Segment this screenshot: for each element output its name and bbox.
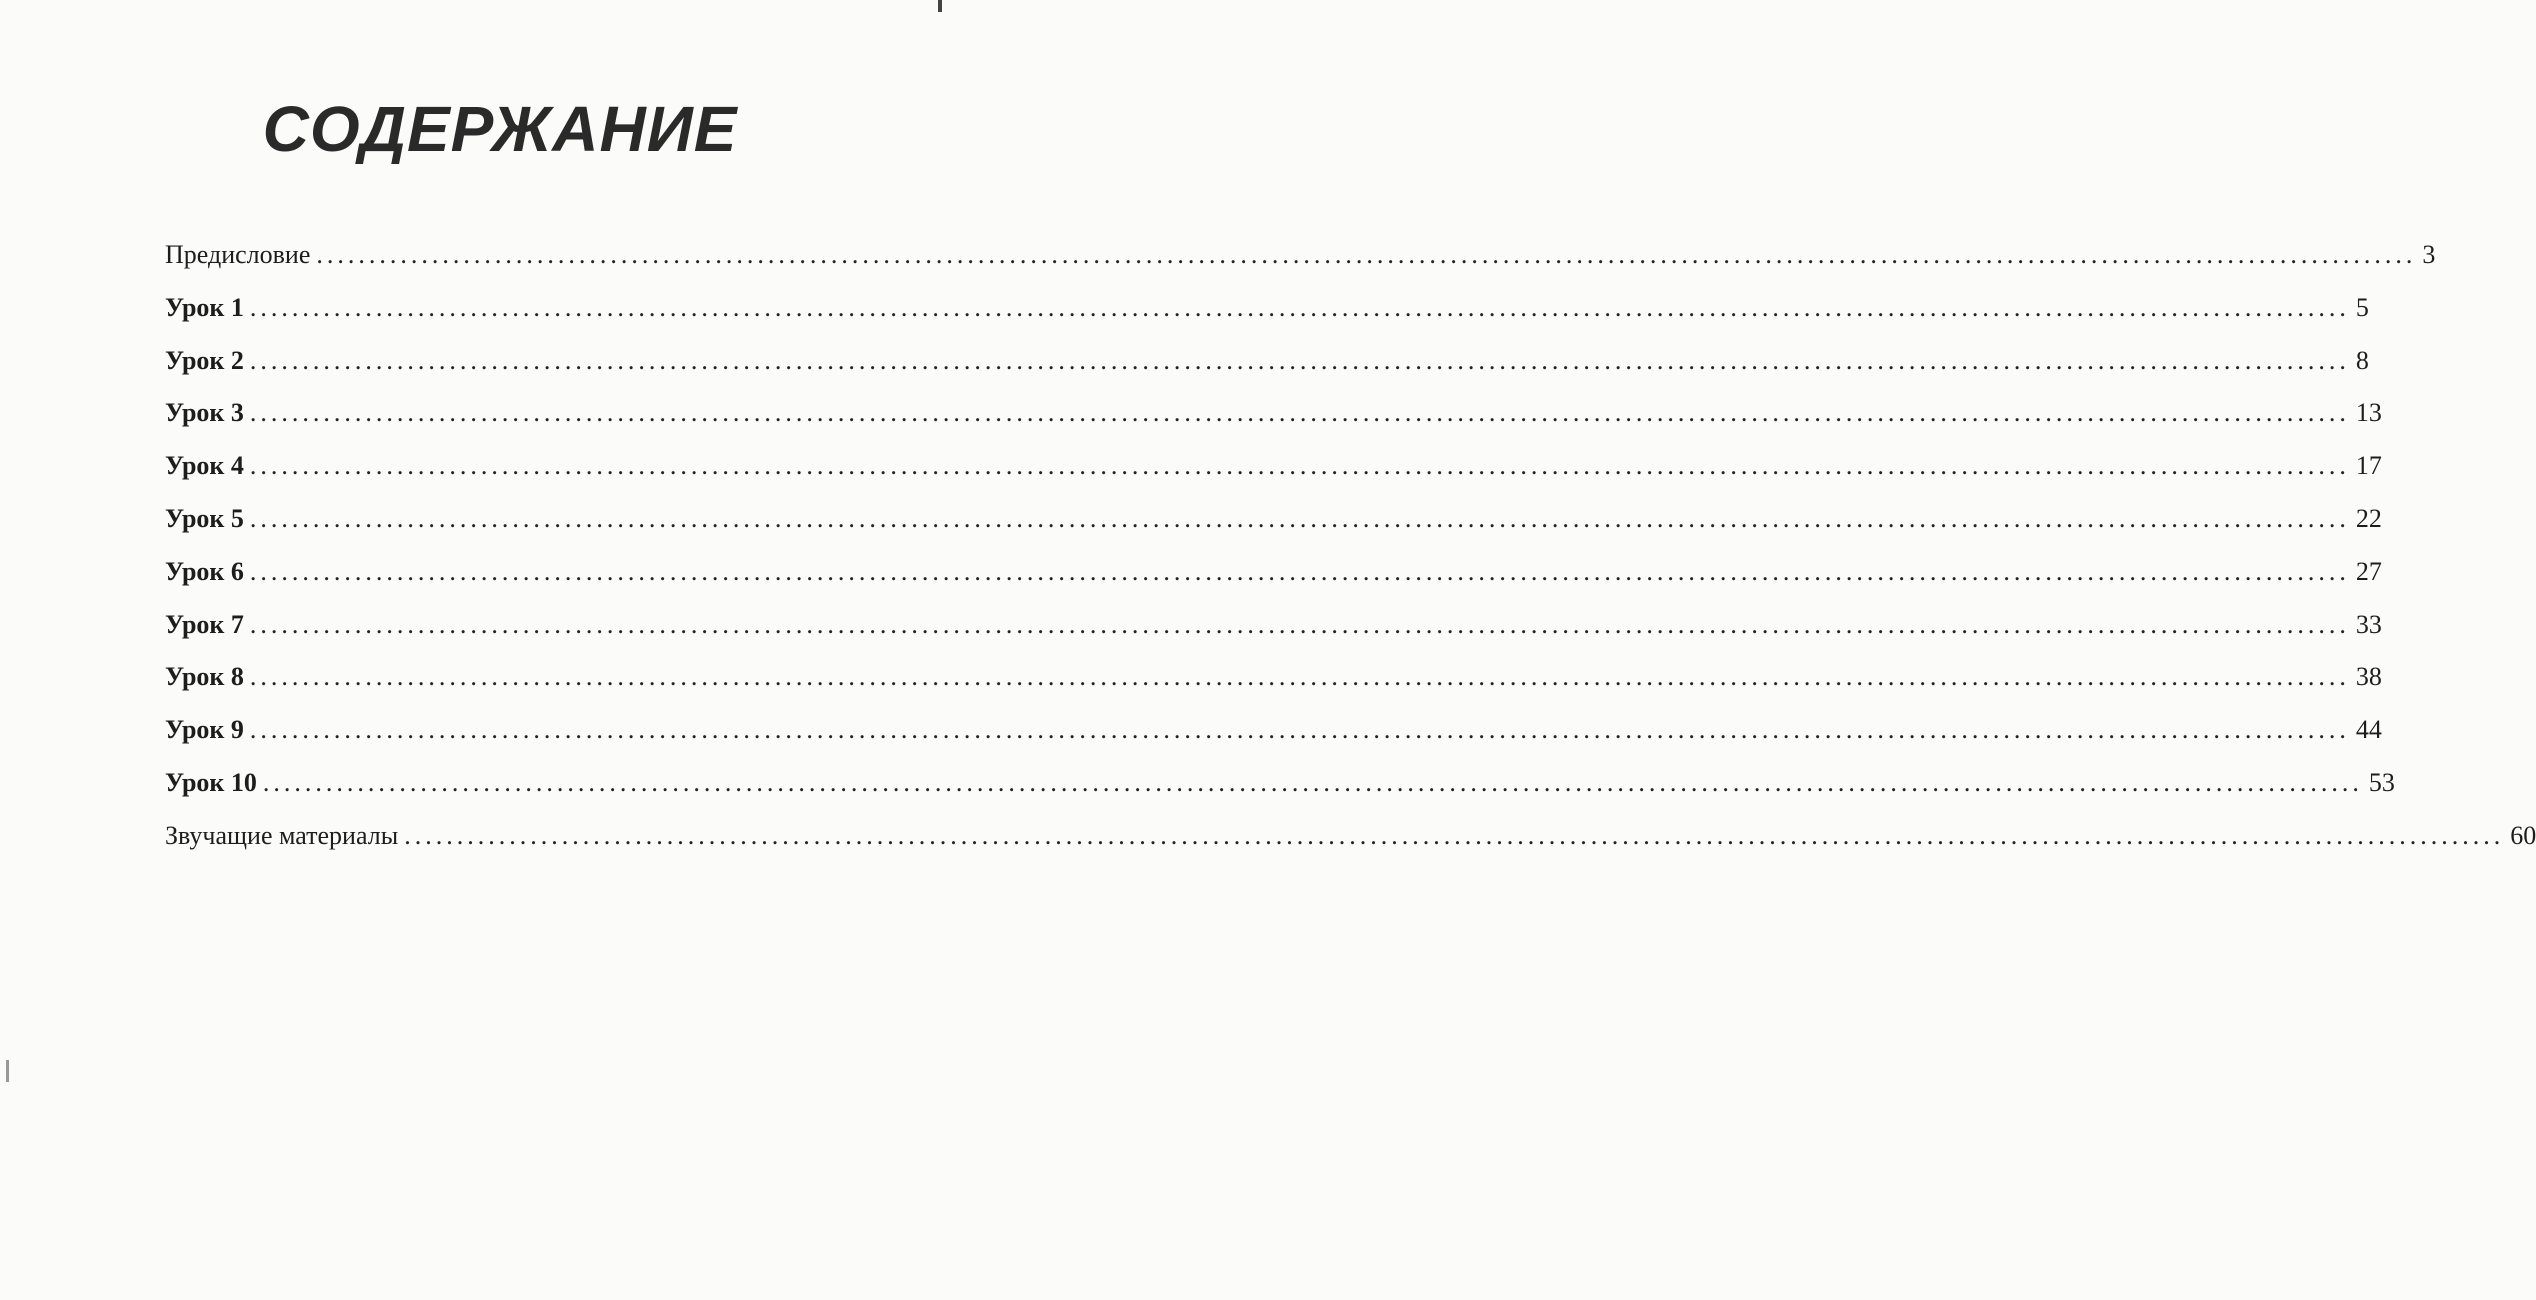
toc-entry — [165, 609, 2382, 654]
toc-entry-page-number: 13 — [2355, 398, 2382, 428]
dot-leader: ........................................................................................................................................................................................................ — [316, 240, 2417, 269]
dot-leader: ........................................................................................................................................................................................................ — [249, 398, 2350, 428]
dot-leader: ........................................................................................................................................................................................................ — [249, 556, 2350, 586]
toc-entry-label: Урок 1 — [165, 292, 244, 322]
dot-leader: ........................................................................................................................................................................................................ — [249, 662, 2350, 692]
edge-mark — [6, 1060, 9, 1082]
toc-entry — [165, 768, 2395, 812]
toc-entry-page-number: 5 — [2355, 292, 2369, 322]
toc-entry-page-number: 44 — [2355, 715, 2382, 745]
toc-entry-label: Урок 8 — [165, 662, 244, 692]
toc-entry — [165, 398, 2382, 442]
dot-leader: ........................................................................................................................................................................................................ — [249, 345, 2350, 375]
toc-entry — [165, 820, 2536, 865]
toc-entry-page-number: 38 — [2355, 662, 2382, 692]
toc-entry-label: Урок 7 — [165, 609, 244, 639]
toc-entry-page-number: 17 — [2355, 451, 2382, 481]
dot-leader: ........................................................................................................................................................................................................ — [404, 820, 2505, 850]
page-title: СОДЕРЖАНИЕ — [262, 93, 738, 165]
toc-entry-page-number: 3 — [2422, 240, 2436, 269]
dot-leader: ........................................................................................................................................................................................................ — [249, 504, 2350, 533]
toc-entry — [165, 715, 2382, 759]
toc-entry-label: Урок 6 — [165, 556, 244, 586]
toc-entry-label: Урок 9 — [165, 715, 244, 745]
dot-leader: ........................................................................................................................................................................................................ — [262, 768, 2363, 797]
corner-mark — [938, 0, 942, 12]
dot-leader: ........................................................................................................................................................................................................ — [249, 292, 2350, 322]
toc-entry — [165, 240, 2436, 284]
toc-entry-label: Звучащие материалы — [165, 820, 399, 850]
toc-entry-label: Урок 2 — [165, 345, 244, 375]
toc-entry — [165, 504, 2382, 548]
toc-entry-label: Предисловие — [165, 240, 311, 269]
toc-entry-page-number: 33 — [2355, 609, 2382, 639]
toc-entry-label: Урок 5 — [165, 504, 244, 533]
toc-entry — [165, 451, 2382, 495]
toc-entry-page-number: 60 — [2510, 820, 2536, 850]
toc-entry-page-number: 27 — [2355, 556, 2382, 586]
toc-entry — [165, 662, 2382, 706]
toc-entry-label: Урок 4 — [165, 451, 244, 481]
toc-entry-page-number: 22 — [2355, 504, 2382, 533]
dot-leader: ........................................................................................................................................................................................................ — [249, 715, 2350, 745]
toc-entry-page-number: 8 — [2355, 345, 2369, 375]
toc-entry-page-number: 53 — [2368, 768, 2395, 797]
toc-entry — [165, 345, 2369, 390]
toc-entry-label: Урок 3 — [165, 398, 244, 428]
toc-entry — [165, 556, 2382, 601]
toc-entry-label: Урок 10 — [165, 768, 257, 797]
dot-leader: ........................................................................................................................................................................................................ — [249, 451, 2350, 481]
toc-entry — [165, 292, 2369, 337]
dot-leader: ........................................................................................................................................................................................................ — [249, 609, 2350, 639]
